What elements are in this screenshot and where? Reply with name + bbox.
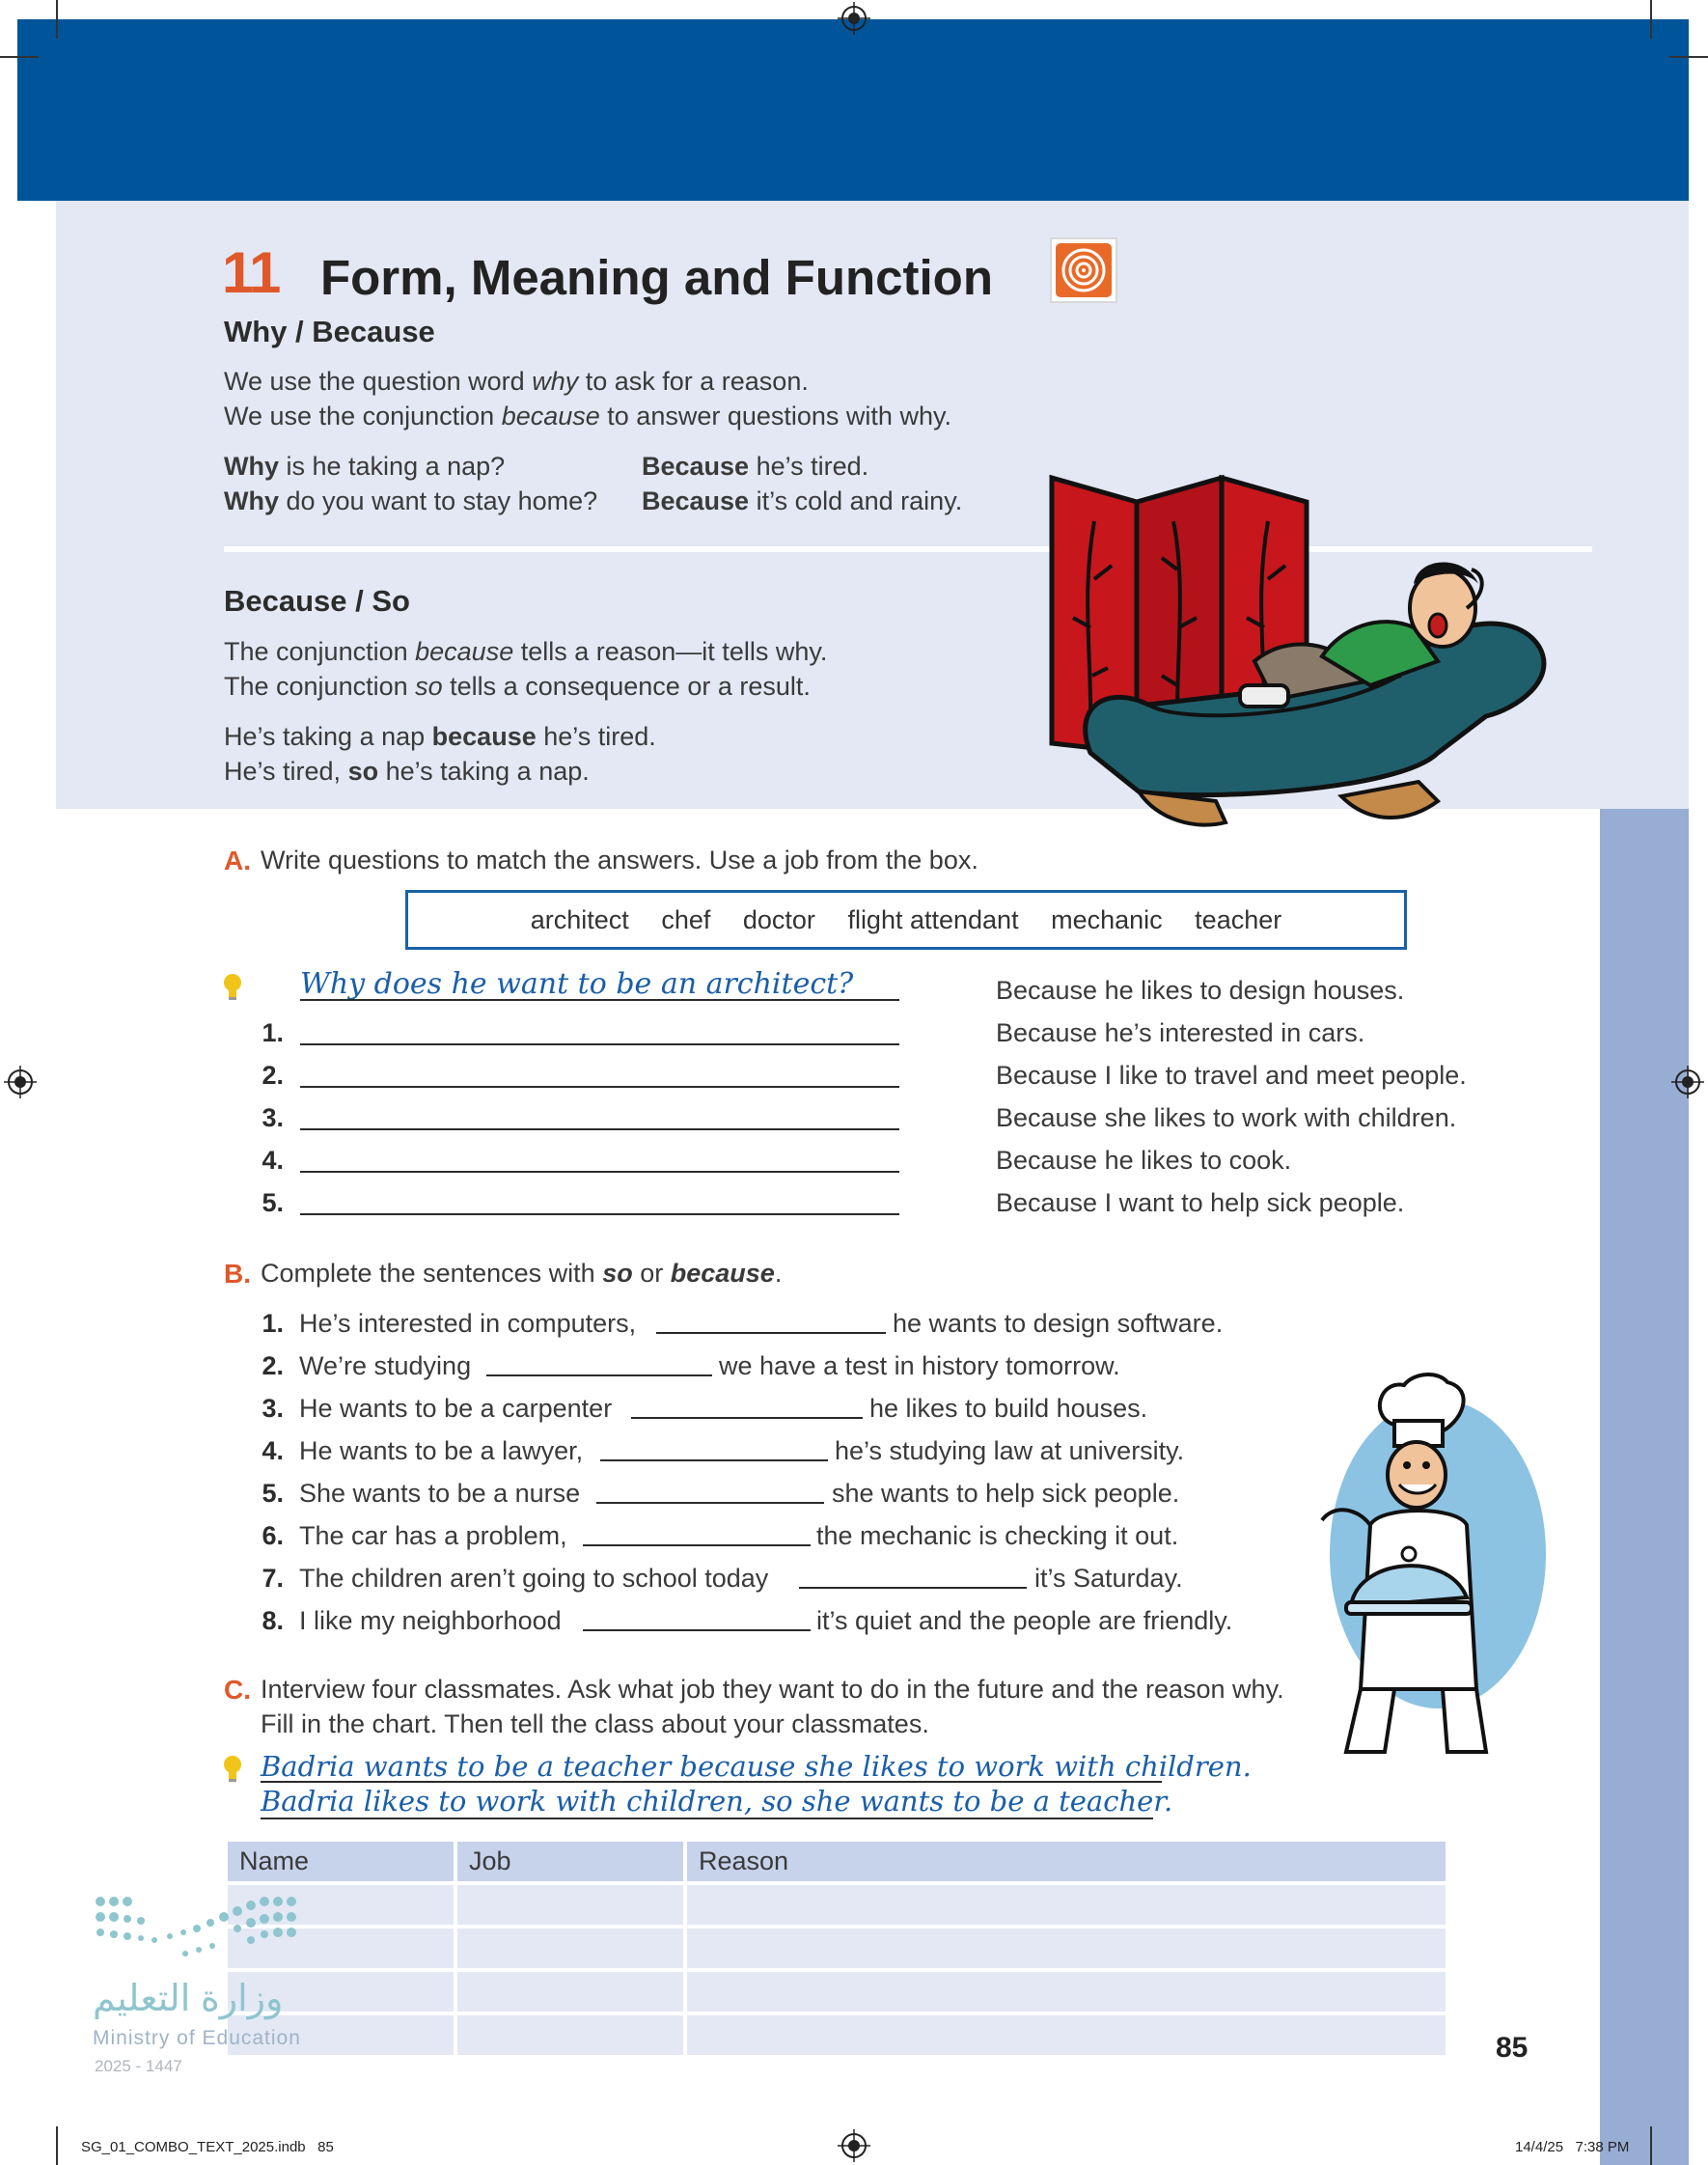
item-number: 1. <box>262 1018 284 1047</box>
item-number: 2. <box>262 1061 284 1090</box>
registration-mark-icon <box>838 2 870 35</box>
exercise-instruction: Fill in the chart. Then tell the class about your classmates. <box>261 1709 929 1738</box>
write-line[interactable] <box>300 1043 899 1045</box>
table-header: Reason <box>687 1842 1446 1881</box>
example-sentence: He’s tired, so he’s taking a nap. <box>224 757 590 786</box>
footer-file-info: SG_01_COMBO_TEXT_2025.indb 85 <box>81 2139 334 2155</box>
lesson-number: 11 <box>222 240 280 305</box>
footer-datetime: 14/4/25 7:38 PM <box>1515 2139 1630 2155</box>
rule-line: The conjunction because tells a reason—it tells why. <box>224 637 828 666</box>
ministry-arabic-name: وزارة التعليم <box>93 1979 284 2019</box>
sentence-start: He wants to be a carpenter <box>299 1394 613 1423</box>
blank-line[interactable] <box>799 1587 1027 1589</box>
item-number: 5. <box>262 1479 284 1508</box>
blank-line[interactable] <box>583 1629 811 1631</box>
crop-mark <box>1650 0 1652 39</box>
sentence-start: The children aren’t going to school today <box>299 1564 769 1593</box>
rule-line: We use the question word why to ask for a reason. <box>224 367 809 396</box>
registration-mark-icon <box>838 2129 870 2162</box>
exercise-letter: C. <box>224 1675 251 1705</box>
sentence-end: we have a test in history tomorrow. <box>719 1351 1120 1380</box>
sentence-end: it’s quiet and the people are friendly. <box>816 1606 1233 1635</box>
exercise-instruction: Interview four classmates. Ask what job they want to do in the future and the reason why. <box>261 1675 1284 1704</box>
rule-line: We use the conjunction because to answer questions with why. <box>224 402 951 430</box>
item-number: 5. <box>262 1188 284 1217</box>
write-line[interactable] <box>261 1818 1153 1819</box>
write-line[interactable] <box>300 1128 899 1130</box>
sentence-start: The car has a problem, <box>299 1521 567 1550</box>
write-line[interactable] <box>300 1086 899 1088</box>
item-number: 4. <box>262 1436 284 1465</box>
registration-mark-icon <box>4 1066 37 1098</box>
table-cell[interactable] <box>687 1972 1446 2012</box>
crop-mark <box>1669 56 1708 58</box>
example-sentence: Badria likes to work with children, so she wants to be a teacher. <box>261 1785 1173 1818</box>
crop-mark <box>56 2126 58 2165</box>
table-cell[interactable] <box>687 1885 1446 1925</box>
answer-text: Because he likes to design houses. <box>996 976 1405 1005</box>
exercise-instruction: Complete the sentences with so or because. <box>261 1259 783 1288</box>
word-box-item: mechanic <box>1051 905 1163 934</box>
write-line[interactable] <box>300 1171 899 1173</box>
lightbulb-icon <box>222 1755 243 1784</box>
table-row <box>228 1885 1446 1925</box>
example-question-answer: Why does he want to be an architect? <box>300 967 854 1001</box>
sentence-end: it’s Saturday. <box>1034 1564 1183 1593</box>
item-number: 3. <box>262 1394 284 1423</box>
ministry-logo-dots <box>93 1894 305 1965</box>
item-number: 7. <box>262 1564 284 1593</box>
item-number: 2. <box>262 1351 284 1380</box>
write-line[interactable] <box>300 1213 899 1215</box>
top-color-band <box>17 19 1689 201</box>
example-sentence: He’s taking a nap because he’s tired. <box>224 722 656 751</box>
table-cell[interactable] <box>687 1929 1446 1968</box>
word-box-item: chef <box>661 905 711 934</box>
item-number: 3. <box>262 1103 284 1132</box>
answer-text: Because I want to help sick people. <box>996 1188 1405 1217</box>
ministry-year: 2025 - 1447 <box>95 2057 182 2075</box>
blank-line[interactable] <box>583 1544 811 1546</box>
write-line[interactable] <box>261 1781 1162 1783</box>
blank-line[interactable] <box>596 1502 824 1504</box>
table-cell[interactable] <box>687 2015 1446 2055</box>
item-number: 6. <box>262 1521 284 1550</box>
write-line[interactable] <box>300 999 899 1001</box>
table-row <box>228 2015 1446 2055</box>
exercise-letter: A. <box>224 846 251 875</box>
sentence-start: I like my neighborhood <box>299 1606 562 1635</box>
section-heading: Because / So <box>224 584 410 618</box>
sentence-end: he wants to design software. <box>893 1309 1224 1338</box>
ministry-english-name: Ministry of Education <box>93 2027 301 2049</box>
sentence-end: she wants to help sick people. <box>832 1479 1180 1508</box>
audio-swirl-icon[interactable] <box>1050 237 1117 303</box>
item-number: 4. <box>262 1146 284 1175</box>
blank-line[interactable] <box>600 1459 828 1461</box>
example-answer: Because it’s cold and rainy. <box>642 486 963 515</box>
sentence-start: He wants to be a lawyer, <box>299 1436 584 1465</box>
item-number: 1. <box>262 1309 284 1338</box>
section-heading: Why / Because <box>224 315 435 348</box>
answer-text: Because he’s interested in cars. <box>996 1018 1365 1047</box>
crop-mark <box>56 0 58 39</box>
napping-man-illustration <box>1033 463 1573 849</box>
table-header: Job <box>457 1842 683 1881</box>
answer-text: Because she likes to work with children. <box>996 1103 1457 1132</box>
side-stripe <box>1600 809 1689 2165</box>
table-header: Name <box>228 1842 454 1881</box>
registration-mark-icon <box>1671 1066 1704 1098</box>
blank-line[interactable] <box>486 1374 712 1376</box>
example-question: Why do you want to stay home? <box>224 486 598 515</box>
table-cell[interactable] <box>457 1972 683 2012</box>
word-box-item: architect <box>530 905 629 934</box>
item-number: 8. <box>262 1606 284 1635</box>
page-number: 85 <box>1496 2032 1529 2064</box>
blank-line[interactable] <box>631 1417 863 1419</box>
sentence-end: he likes to build houses. <box>869 1394 1148 1423</box>
word-box-item: doctor <box>742 905 815 934</box>
example-answer: Because he’s tired. <box>642 452 869 481</box>
sentence-start: She wants to be a nurse <box>299 1479 581 1508</box>
example-question: Why is he taking a nap? <box>224 452 506 481</box>
table-cell[interactable] <box>457 1885 683 1925</box>
table-cell[interactable] <box>457 1929 683 1968</box>
example-sentence: Badria wants to be a teacher because she likes to work with children. <box>261 1750 1252 1783</box>
rule-line: The conjunction so tells a consequence or a result. <box>224 672 811 701</box>
classmates-chart <box>224 1838 1449 2059</box>
sentence-end: the mechanic is checking it out. <box>816 1521 1179 1550</box>
answer-text: Because he likes to cook. <box>996 1146 1292 1175</box>
word-box-item: teacher <box>1195 905 1282 934</box>
exercise-letter: B. <box>224 1259 251 1289</box>
lightbulb-icon <box>222 973 243 1002</box>
blank-line[interactable] <box>656 1332 886 1334</box>
word-box-item: flight attendant <box>847 905 1019 934</box>
sentence-start: He’s interested in computers, <box>299 1309 637 1338</box>
table-row <box>228 1972 1446 2012</box>
page-title: Form, Meaning and Function <box>320 250 993 305</box>
answer-text: Because I like to travel and meet people. <box>996 1061 1467 1090</box>
sentence-start: We’re studying <box>299 1351 472 1380</box>
sentence-end: he’s studying law at university. <box>835 1436 1185 1465</box>
exercise-instruction: Write questions to match the answers. Use a job from the box. <box>261 846 978 874</box>
table-row <box>228 1929 1446 1968</box>
word-box-words <box>405 905 1407 935</box>
chef-illustration <box>1303 1371 1554 1757</box>
crop-mark <box>1650 2126 1652 2165</box>
crop-mark <box>0 56 39 58</box>
table-cell[interactable] <box>457 2015 683 2055</box>
